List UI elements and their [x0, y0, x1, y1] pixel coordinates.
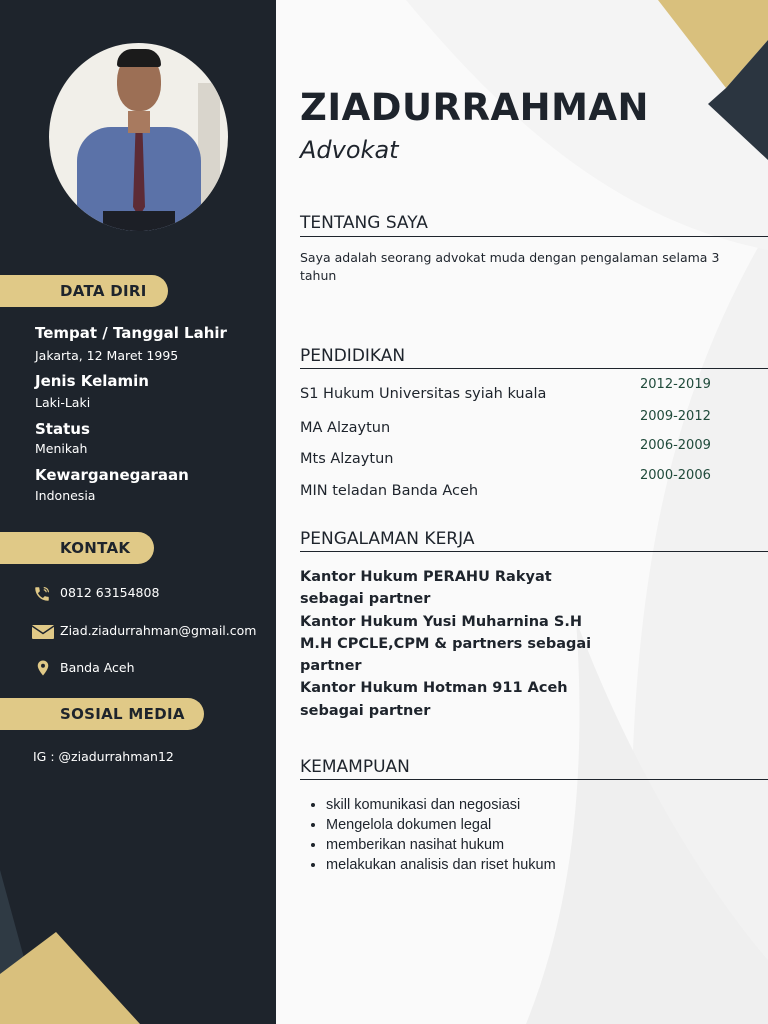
education-school: MIN teladan Banda Aceh — [300, 483, 479, 499]
work-experience-item: Kantor Hukum PERAHU Rakyat sebagai partner — [300, 569, 552, 608]
work-experience-item: Kantor Hukum Hotman 911 Aceh sebagai partner — [300, 680, 568, 719]
education-years: 2012-2019 — [640, 377, 711, 392]
birth-value: Jakarta, 12 Maret 1995 — [35, 348, 179, 363]
sidebar-corner-decoration — [0, 840, 276, 1024]
pendidikan-heading: PENDIDIKAN — [300, 346, 406, 366]
phone-icon — [33, 585, 51, 603]
status-value: Menikah — [35, 441, 88, 456]
location-pin-icon — [34, 659, 52, 677]
profile-photo — [49, 43, 228, 231]
data-diri-heading — [0, 275, 168, 307]
skill-item: • melakukan analisis dan riset hukum — [326, 855, 556, 875]
sidebar — [0, 0, 276, 1024]
instagram-handle: IG : @ziadurrahman12 — [33, 749, 174, 764]
work-experience-list — [300, 566, 600, 722]
education-school: S1 Hukum Universitas syiah kuala — [300, 386, 547, 402]
skill-item: • skill komunikasi dan negosiasi — [326, 795, 556, 815]
birth-label: Tempat / Tanggal Lahir — [35, 324, 227, 342]
corner-decoration — [658, 0, 768, 160]
education-years: 2009-2012 — [640, 409, 711, 424]
tentang-saya-heading: TENTANG SAYA — [300, 213, 428, 233]
section-divider — [300, 779, 768, 780]
skill-item: • memberikan nasihat hukum — [326, 835, 556, 855]
location-text: Banda Aceh — [60, 660, 135, 675]
citizenship-value: Indonesia — [35, 488, 96, 503]
education-years: 2006-2009 — [640, 438, 711, 453]
skills-list — [304, 795, 556, 875]
skill-item: • Mengelola dokumen legal — [326, 815, 556, 835]
education-school: Mts Alzaytun — [300, 451, 394, 467]
education-school: MA Alzaytun — [300, 420, 391, 436]
data-diri-heading-label: DATA DIRI — [60, 282, 147, 300]
email-icon — [32, 623, 54, 641]
kontak-heading-label: KONTAK — [60, 539, 131, 557]
kontak-heading — [0, 532, 154, 564]
gender-value: Laki-Laki — [35, 395, 91, 410]
person-name: ZIADURRAHMAN — [300, 86, 649, 129]
kemampuan-heading: KEMAMPUAN — [300, 757, 410, 777]
section-divider — [300, 368, 768, 369]
section-divider — [300, 551, 768, 552]
status-label: Status — [35, 420, 90, 438]
sosial-media-heading-label: SOSIAL MEDIA — [60, 705, 185, 723]
pengalaman-kerja-heading: PENGALAMAN KERJA — [300, 529, 475, 549]
education-years: 2000-2006 — [640, 468, 711, 483]
email-text: Ziad.ziadurrahman@gmail.com — [60, 623, 257, 638]
gender-label: Jenis Kelamin — [35, 372, 149, 390]
about-text: Saya adalah seorang advokat muda dengan pengalaman selama 3 tahun — [300, 250, 720, 283]
job-title: Advokat — [300, 136, 399, 164]
phone-text: 0812 63154808 — [60, 585, 160, 600]
citizenship-label: Kewarganegaraan — [35, 466, 189, 484]
work-experience-item: Kantor Hukum Yusi Muharnina S.H M.H CPCLE,CPM & partners sebagai partner — [300, 613, 592, 675]
section-divider — [300, 236, 768, 237]
sosial-media-heading — [0, 698, 204, 730]
